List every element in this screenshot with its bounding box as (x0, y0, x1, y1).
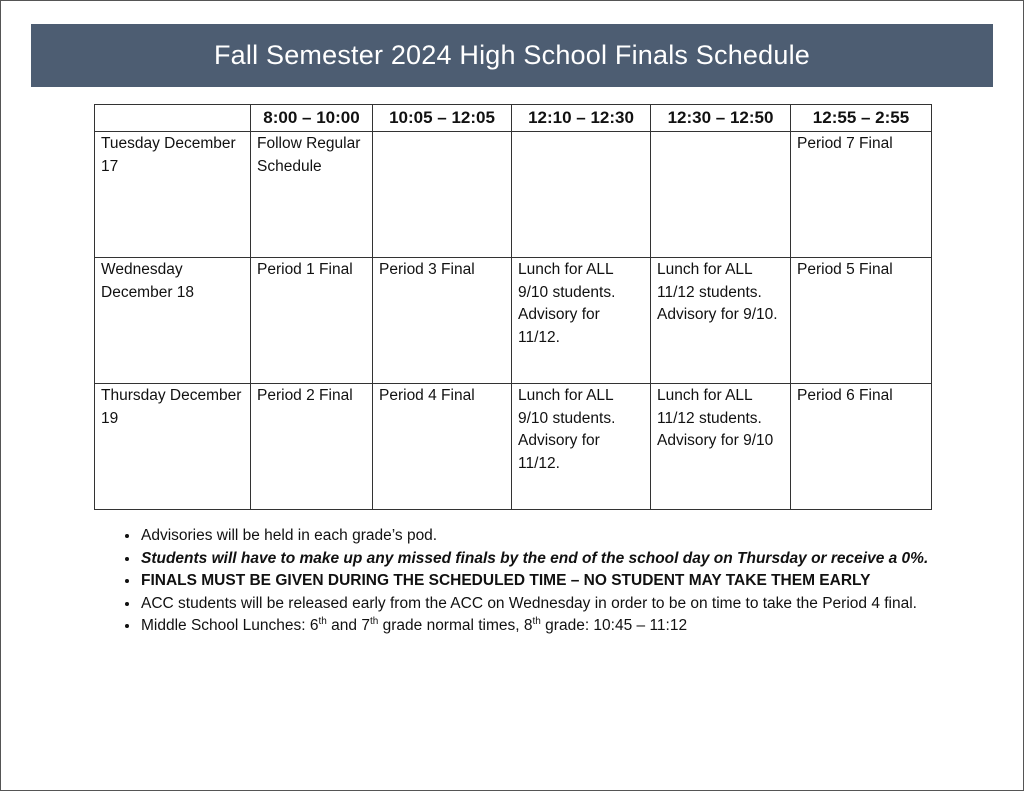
table-cell (651, 132, 791, 258)
schedule-table (94, 104, 932, 510)
lunch-text-1: Middle School Lunches: 6 (141, 617, 319, 634)
table-cell: Period 4 Final (373, 384, 512, 510)
note-makeup: • Students will have to make up any missed finals by the end of the school day on Thursday or receive a 0%. (140, 548, 980, 571)
header-cell-slot-5: 12:55 – 2:55 (791, 105, 932, 132)
table-cell: Lunch for ALL 9/10 students. Advisory for 11/12. (512, 384, 651, 510)
lunch-sup-3: th (532, 615, 541, 627)
table-cell: Period 2 Final (251, 384, 373, 510)
table-cell: Follow Regular Schedule (251, 132, 373, 258)
table-cell: Period 3 Final (373, 258, 512, 384)
page-title: Fall Semester 2024 High School Finals Schedule (213, 40, 810, 70)
table-cell (512, 132, 651, 258)
lunch-text-4: grade: 10:45 – 11:12 (540, 617, 688, 634)
header-cell-day (95, 105, 251, 132)
day-cell: Wednesday December 18 (95, 258, 251, 384)
note-finals-time: • FINALS MUST BE GIVEN DURING THE SCHEDULED TIME – NO STUDENT MAY TAKE THEM EARLY (140, 570, 980, 593)
note-acc: • ACC students will be released early from the ACC on Wednesday in order to be on time to take the Period 4 final. (140, 593, 980, 616)
lunch-text-2: and 7 (326, 617, 370, 634)
table-cell: Period 5 Final (791, 258, 932, 384)
notes-list (104, 525, 980, 638)
table-row (95, 258, 932, 384)
header-cell-slot-3: 12:10 – 12:30 (512, 105, 651, 132)
header-row (95, 105, 932, 132)
table-cell: Period 7 Final (791, 132, 932, 258)
table-cell: Period 6 Final (791, 384, 932, 510)
title-banner (31, 24, 993, 87)
table-cell: Lunch for ALL 11/12 students. Advisory for 9/10. (651, 258, 791, 384)
note-middle-school-lunches (140, 615, 980, 638)
note-advisories: • Advisories will be held in each grade’s pod. (140, 525, 980, 548)
day-cell: Thursday December 19 (95, 384, 251, 510)
table-cell (373, 132, 512, 258)
table-cell: Period 1 Final (251, 258, 373, 384)
lunch-sup-1: th (318, 615, 327, 627)
table-row (95, 132, 932, 258)
table-row (95, 384, 932, 510)
header-cell-slot-4: 12:30 – 12:50 (651, 105, 791, 132)
table-cell: Lunch for ALL 11/12 students. Advisory for 9/10 (651, 384, 791, 510)
lunch-sup-2: th (369, 615, 379, 627)
lunch-text-3: grade normal times, 8 (378, 617, 533, 634)
header-cell-slot-1: 8:00 – 10:00 (251, 105, 373, 132)
header-cell-slot-2: 10:05 – 12:05 (373, 105, 512, 132)
day-cell: Tuesday December 17 (95, 132, 251, 258)
table-cell: Lunch for ALL 9/10 students. Advisory for 11/12. (512, 258, 651, 384)
